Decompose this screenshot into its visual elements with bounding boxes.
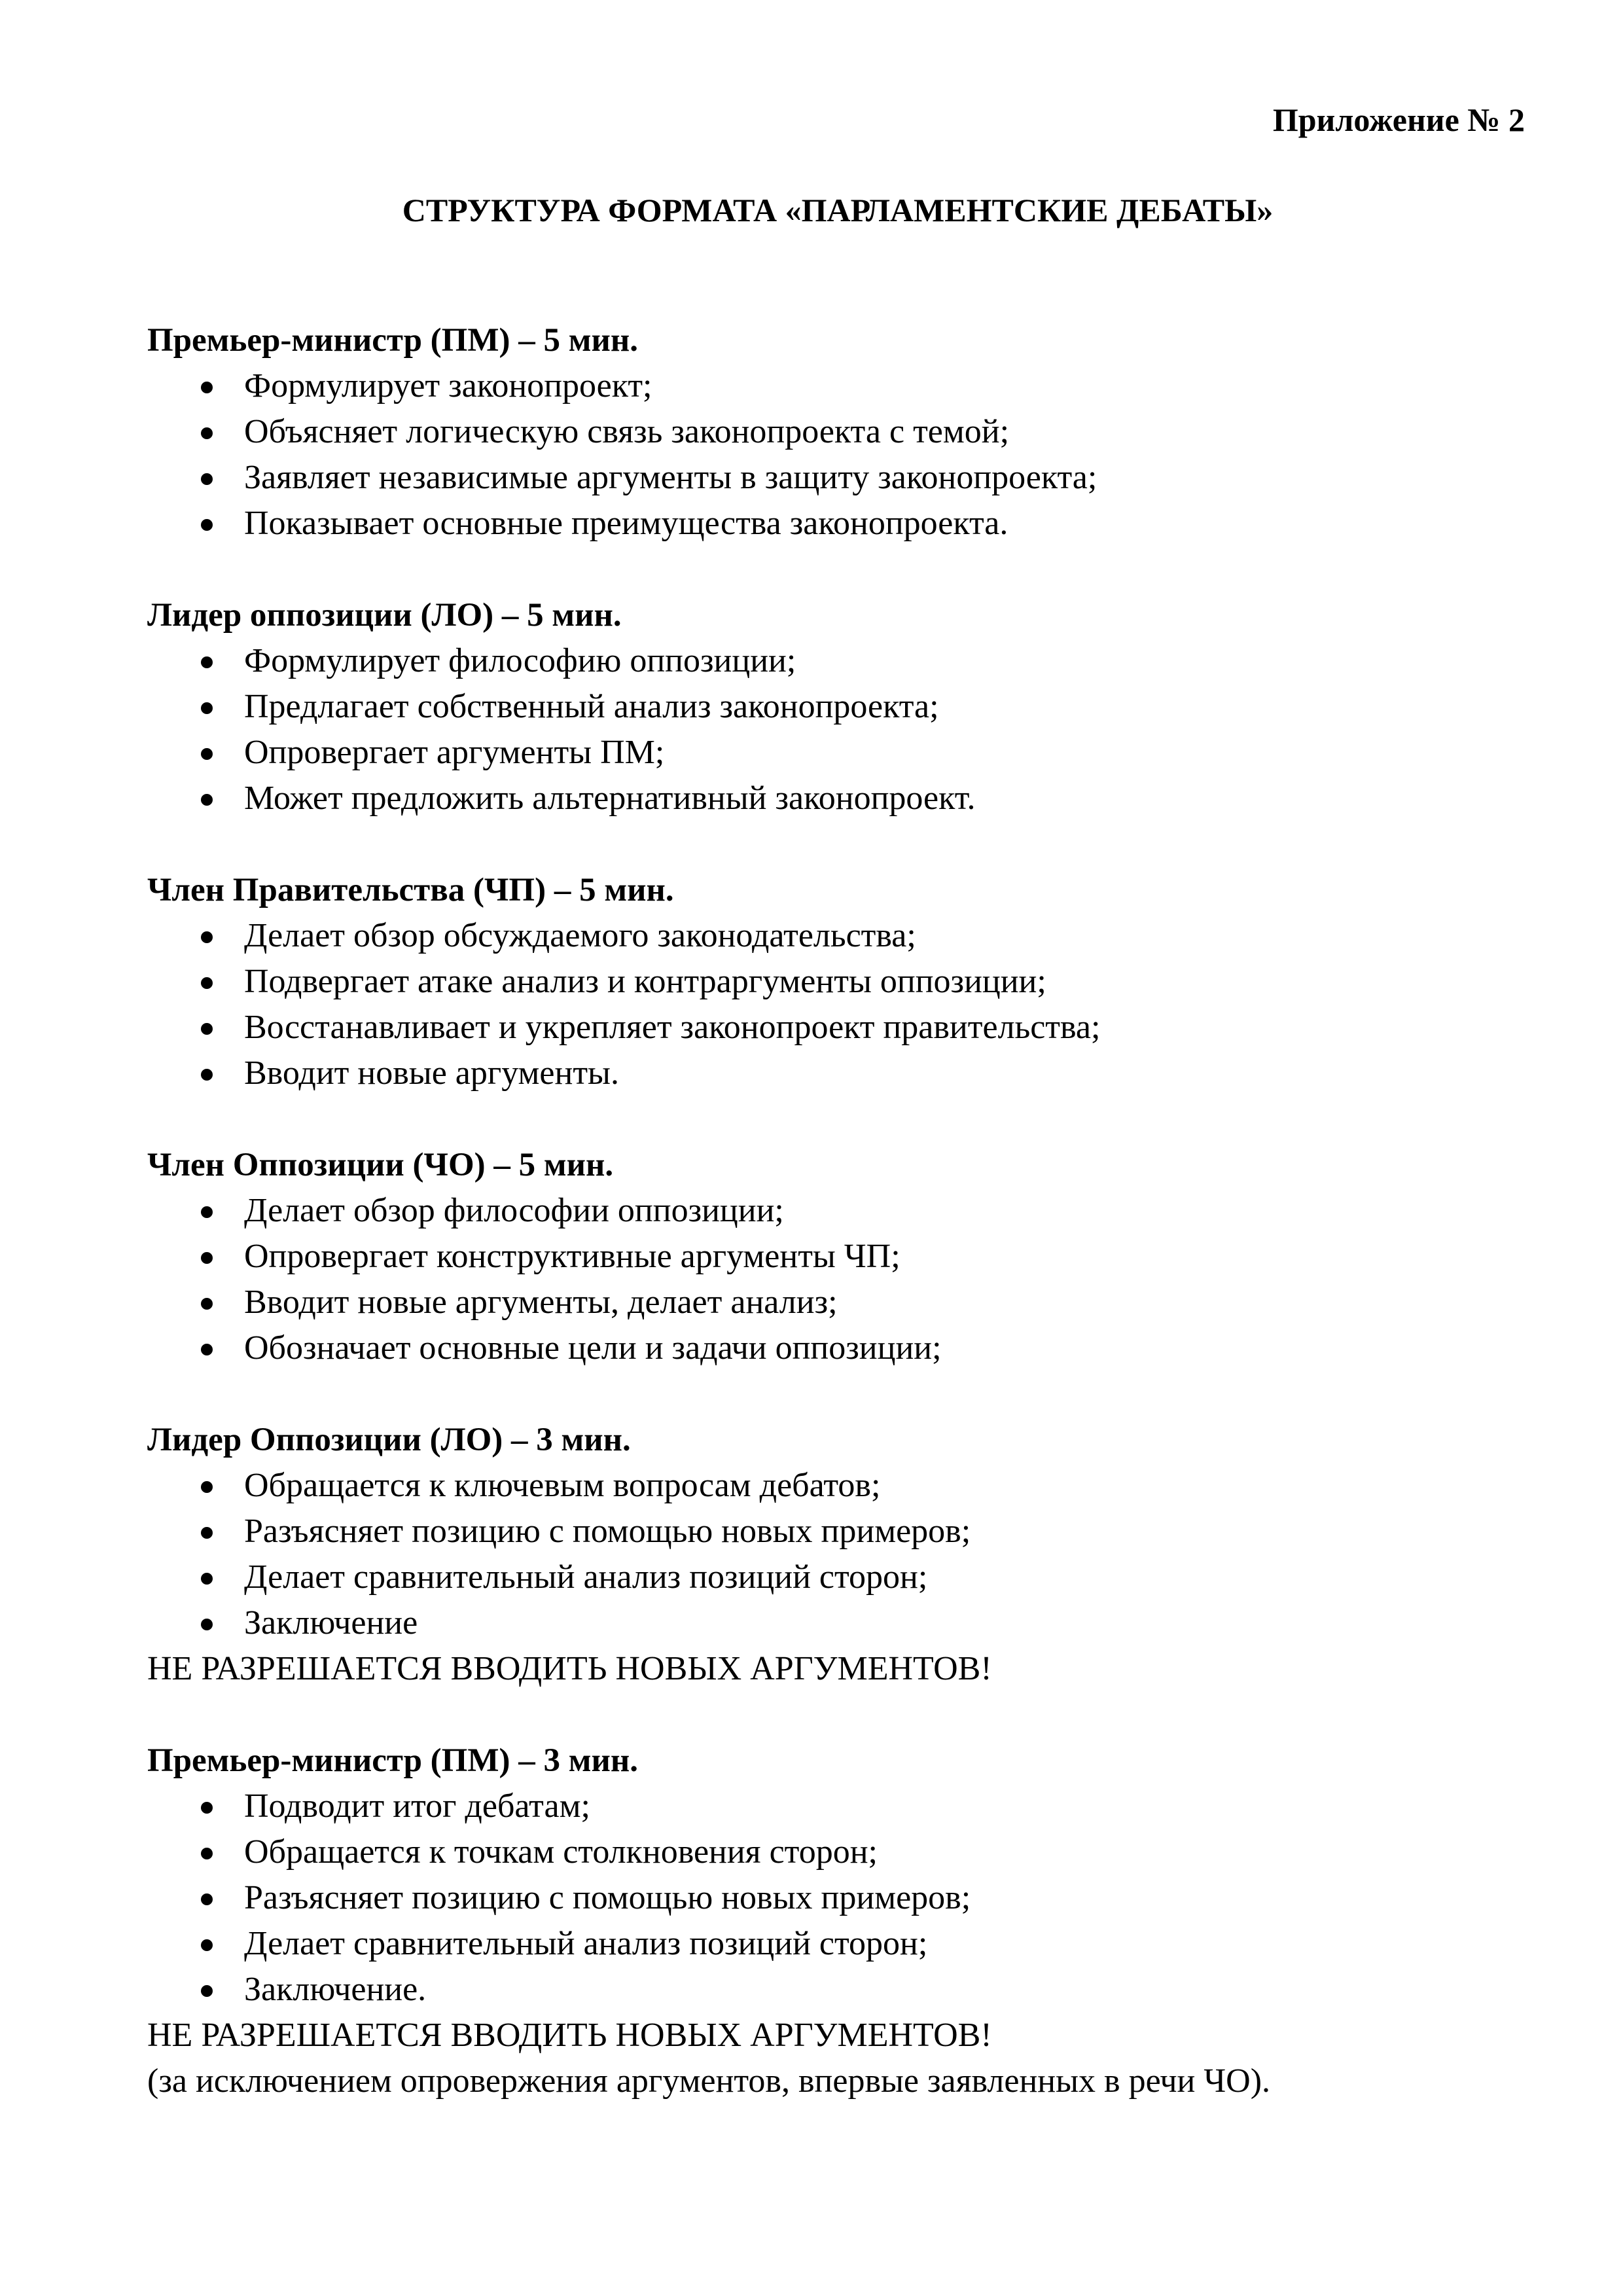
section-heading: Премьер-министр (ПМ) – 5 мин.: [147, 322, 638, 359]
bullet-icon: [201, 702, 213, 714]
list-item-text: Подвергает атаке анализ и контраргументы оппозиции;: [244, 963, 1046, 1000]
sections-container: [147, 317, 1554, 2150]
bullet-icon: [201, 1023, 213, 1035]
list-item-text: Восстанавливает и укрепляет законопроект правительства;: [244, 1009, 1101, 1046]
list-item: [147, 409, 1554, 455]
list-item-text: Заключение.: [244, 1971, 427, 2008]
bullet-icon: [201, 427, 213, 439]
list-item-text: Заявляет независимые аргументы в защиту законопроекта;: [244, 459, 1097, 496]
list-item-text: Делает сравнительный анализ позиций сторон;: [244, 1558, 928, 1596]
section: [147, 1417, 1554, 1692]
bullet-icon: [201, 977, 213, 989]
bullet-icon: [201, 473, 213, 485]
appendix-label: Приложение № 2: [1272, 101, 1525, 138]
section: [147, 592, 1554, 821]
bullet-icon: [201, 1985, 213, 1997]
bullet-list: [147, 913, 1554, 1096]
list-item-text: Делает обзор философии оппозиции;: [244, 1192, 784, 1229]
list-item: [147, 1005, 1554, 1050]
list-item: [147, 1600, 1554, 1646]
list-item: [147, 1509, 1554, 1554]
bullet-icon: [201, 1848, 213, 1859]
list-item: [147, 1188, 1554, 1234]
section-note: (за исключением опровержения аргументов, впервые заявленных в речи ЧО).: [147, 2062, 1271, 2100]
section: [147, 1738, 1554, 2104]
bullet-icon: [201, 519, 213, 531]
list-item-text: Подводит итог дебатам;: [244, 1787, 590, 1825]
list-item: [147, 1554, 1554, 1600]
list-item-text: Показывает основные преимущества законопроекта.: [244, 505, 1008, 542]
bullet-list: [147, 638, 1554, 821]
list-item: [147, 1875, 1554, 1921]
list-item: [147, 1234, 1554, 1280]
section: [147, 317, 1554, 547]
section-heading: Лидер Оппозиции (ЛО) – 3 мин.: [147, 1422, 631, 1458]
bullet-icon: [201, 1344, 213, 1355]
list-item-text: Формулирует законопроект;: [244, 367, 652, 404]
list-item-text: Вводит новые аргументы.: [244, 1054, 619, 1092]
list-item: [147, 1050, 1554, 1096]
list-item-text: Вводит новые аргументы, делает анализ;: [244, 1283, 838, 1321]
list-item: [147, 501, 1554, 547]
list-item-text: Делает обзор обсуждаемого законодательства;: [244, 917, 916, 954]
list-item: [147, 638, 1554, 684]
bullet-icon: [201, 1069, 213, 1081]
bullet-list: [147, 363, 1554, 547]
list-item-text: Опровергает аргументы ПМ;: [244, 734, 665, 771]
bullet-list: [147, 1463, 1554, 1646]
section-note: НЕ РАЗРЕШАЕТСЯ ВВОДИТЬ НОВЫХ АРГУМЕНТОВ!: [147, 2017, 992, 2054]
list-item: [147, 363, 1554, 409]
list-item: [147, 1325, 1554, 1371]
bullet-icon: [201, 794, 213, 806]
list-item: [147, 1463, 1554, 1509]
list-item-text: Объясняет логическую связь законопроекта с темой;: [244, 413, 1010, 450]
list-item: [147, 730, 1554, 776]
section-note: НЕ РАЗРЕШАЕТСЯ ВВОДИТЬ НОВЫХ АРГУМЕНТОВ!: [147, 1650, 992, 1687]
list-item-text: Обращается к точкам столкновения сторон;: [244, 1833, 878, 1871]
list-item: [147, 455, 1554, 501]
list-item-text: Делает сравнительный анализ позиций сторон;: [244, 1925, 928, 1962]
list-item: [147, 1829, 1554, 1875]
bullet-icon: [201, 1802, 213, 1814]
bullet-list: [147, 1784, 1554, 2013]
bullet-icon: [201, 931, 213, 943]
bullet-icon: [201, 1252, 213, 1264]
list-item: [147, 1784, 1554, 1829]
bullet-icon: [201, 656, 213, 668]
list-item-text: Разъясняет позицию с помощью новых примеров;: [244, 1513, 971, 1550]
section-heading: Премьер-министр (ПМ) – 3 мин.: [147, 1742, 638, 1779]
list-item-text: Формулирует философию оппозиции;: [244, 642, 796, 679]
list-item: [147, 776, 1554, 821]
bullet-icon: [201, 1206, 213, 1218]
list-item-text: Обозначает основные цели и задачи оппозиции;: [244, 1329, 942, 1367]
list-item: [147, 684, 1554, 730]
list-item: [147, 913, 1554, 959]
bullet-icon: [201, 382, 213, 393]
list-item: [147, 1921, 1554, 1967]
section-heading: Член Правительства (ЧП) – 5 мин.: [147, 872, 674, 908]
list-item: [147, 1280, 1554, 1325]
list-item-text: Разъясняет позицию с помощью новых примеров;: [244, 1879, 971, 1916]
section-heading: Лидер оппозиции (ЛО) – 5 мин.: [147, 597, 622, 634]
bullet-icon: [201, 1893, 213, 1905]
list-item-text: Заключение: [244, 1604, 418, 1641]
bullet-icon: [201, 1573, 213, 1585]
section-heading: Член Оппозиции (ЧО) – 5 мин.: [147, 1147, 614, 1183]
list-item: [147, 959, 1554, 1005]
bullet-icon: [201, 1527, 213, 1539]
bullet-list: [147, 1188, 1554, 1371]
section: [147, 1142, 1554, 1371]
list-item-text: Может предложить альтернативный законопроект.: [244, 780, 976, 817]
list-item-text: Предлагает собственный анализ законопроекта;: [244, 688, 939, 725]
bullet-icon: [201, 1481, 213, 1493]
list-item-text: Опровергает конструктивные аргументы ЧП;: [244, 1238, 901, 1275]
section: [147, 867, 1554, 1096]
bullet-icon: [201, 748, 213, 760]
bullet-icon: [201, 1298, 213, 1310]
bullet-icon: [201, 1939, 213, 1951]
list-item-text: Обращается к ключевым вопросам дебатов;: [244, 1467, 881, 1504]
bullet-icon: [201, 1619, 213, 1630]
list-item: [147, 1967, 1554, 2013]
document-title: СТРУКТУРА ФОРМАТА «ПАРЛАМЕНТСКИЕ ДЕБАТЫ»: [402, 192, 1274, 228]
